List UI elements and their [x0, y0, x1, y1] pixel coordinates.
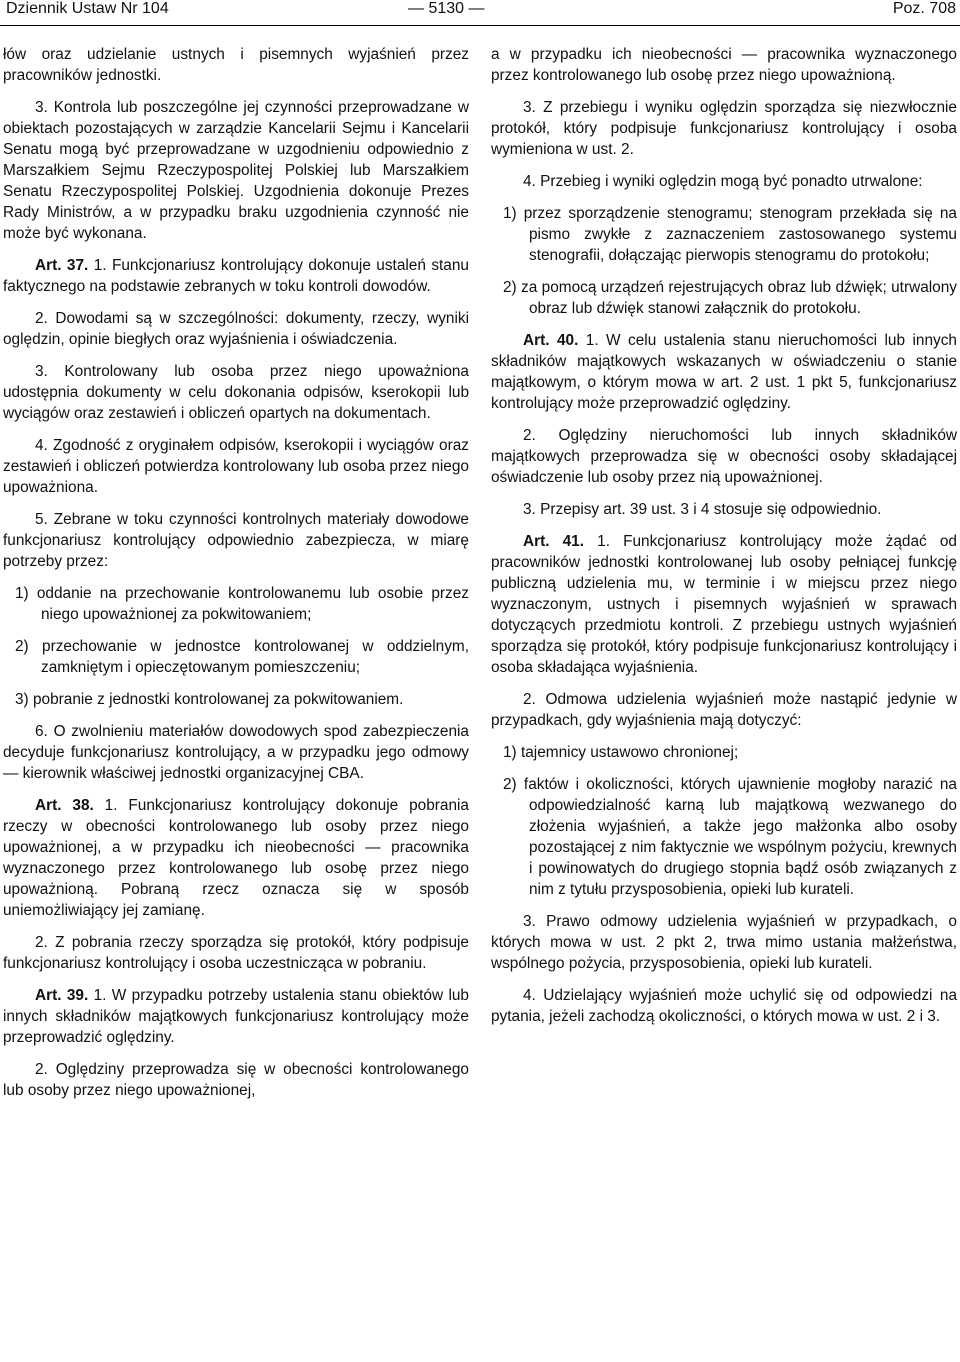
list-item: [15, 689, 469, 710]
paragraph-text: łów oraz udzielanie ustnych i pisemnych wyjaśnień przez pracowników jednostki.: [3, 46, 469, 84]
paragraph: [3, 97, 469, 244]
paragraph-text: 2. Z pobrania rzeczy sporządza się protokół, który podpisuje funkcjonariusz kontrolujący i osoba uczestnicząca w pobraniu.: [3, 934, 469, 972]
paragraph-text: 2) faktów i okoliczności, których ujawnienie mogłoby narazić na odpowiedzialność karną lub majątkową wezwanego do złożenia wyjaśnień, a także jego małżonka albo osoby pozostającej z nim faktycznie we wspólnym pożyciu, krewnych i powinowatych do drugiego stopnia bądź osób związanych z nim z tytułu przysposobienia, opieki lub kurateli.: [503, 776, 957, 898]
paragraph-text: 2. Dowodami są w szczególności: dokumenty, rzeczy, wyniki oględzin, opinie biegłych oraz wyjaśnienia i oświadczenia.: [3, 310, 469, 348]
paragraph-text: 3. Kontrola lub poszczególne jej czynności przeprowadzane w obiektach pozostających w zarządzie Kancelarii Sejmu i Kancelarii Senatu mogą być przeprowadzane w uzgodnieniu odpowiednio z Marszałkiem Sejmu Rzeczypospolitej Polskiej lub Marszałkiem Senatu Rzeczypospolitej Polskiej. Uzgodnienia dokonuje Prezes Rady Ministrów, a w przypadku braku uzgodnienia czynność nie może być wykonana.: [3, 99, 469, 242]
page-header: [0, 0, 960, 34]
paragraph: [491, 425, 957, 488]
paragraph: [3, 308, 469, 350]
paragraph: [491, 171, 957, 192]
article-paragraph: [3, 255, 469, 297]
left-column: [3, 44, 469, 1112]
paragraph-text: 2. Oględziny nieruchomości lub innych składników majątkowych przeprowadza się w obecności osoby składającej oświadczenie lub osoby przez nią upoważnionej.: [491, 427, 957, 486]
paragraph: [491, 911, 957, 974]
paragraph-text: 1) przez sporządzenie stenogramu; stenogram przekłada się na pismo zwykłe z zaznaczeniem zastosowanego systemu stenografii, dołączając pierwopis stenogramu do protokołu;: [503, 205, 957, 264]
page-number: — 5130 —: [408, 0, 485, 17]
paragraph-text: 6. O zwolnieniu materiałów dowodowych spod zabezpieczenia decyduje funkcjonariusz kontrolujący, a w przypadku jego odmowy — kierownik właściwej jednostki organizacyjnej CBA.: [3, 723, 469, 782]
paragraph-text: 1) tajemnicy ustawowo chronionej;: [503, 744, 739, 761]
article-number: Art. 39.: [35, 987, 89, 1004]
right-column: [491, 44, 957, 1038]
paragraph: [3, 509, 469, 572]
paragraph-text: 1. W celu ustalenia stanu nieruchomości lub innych składników majątkowych wskazanych w oświadczeniu o stanie majątkowym, o którym mowa w art. 2 ust. 1 pkt 5, funkcjonariusz kontrolujący może przeprowadzić oględziny.: [491, 332, 957, 412]
list-item: [503, 203, 957, 266]
paragraph-text: 1. W przypadku potrzeby ustalenia stanu obiektów lub innych składników majątkowych funkcjonariusz kontrolujący może przeprowadzić oględziny.: [3, 987, 469, 1046]
paragraph-text: 5. Zebrane w toku czynności kontrolnych materiały dowodowe funkcjonariusz kontrolujący odpowiednio zabezpiecza, w miarę potrzeby przez:: [3, 511, 469, 570]
article-number: Art. 40.: [523, 332, 579, 349]
position-number: Poz. 708: [892, 0, 956, 17]
paragraph: [3, 435, 469, 498]
paragraph-text: 3. Kontrolowany lub osoba przez niego upoważniona udostępnia dokumenty w celu dokonania odpisów, kserokopii lub wyciągów oraz zestawień i obliczeń opartych na dokumentach.: [3, 363, 469, 422]
paragraph: [3, 361, 469, 424]
paragraph: [3, 1059, 469, 1101]
paragraph: [3, 721, 469, 784]
list-item: [15, 583, 469, 625]
paragraph-text: 3. Prawo odmowy udzielenia wyjaśnień w przypadkach, o których mowa w ust. 2 pkt 2, trwa mimo ustania małżeństwa, wspólnego pożycia, przysposobienia, opieki lub kurateli.: [491, 913, 957, 972]
paragraph: [491, 985, 957, 1027]
article-number: Art. 41.: [523, 533, 585, 550]
paragraph: [3, 932, 469, 974]
header-rule: [0, 25, 960, 26]
paragraph-text: 4. Udzielający wyjaśnień może uchylić się od odpowiedzi na pytania, jeżeli zachodzą okoliczności, o których mowa w ust. 2 i 3.: [491, 987, 957, 1025]
paragraph: [3, 44, 469, 86]
paragraph-text: 2) przechowanie w jednostce kontrolowanej w oddzielnym, zamkniętym i opieczętowanym pomieszczeniu;: [15, 638, 469, 676]
article-paragraph: [491, 330, 957, 414]
paragraph: [491, 97, 957, 160]
list-item: [503, 277, 957, 319]
article-paragraph: [491, 531, 957, 678]
list-item: [15, 636, 469, 678]
paragraph: [491, 499, 957, 520]
paragraph-text: 3. Z przebiegu i wyniku oględzin sporządza się niezwłocznie protokół, który podpisuje funkcjonariusz kontrolujący i osoba wymieniona w ust. 2.: [491, 99, 957, 158]
article-number: Art. 37.: [35, 257, 89, 274]
paragraph-text: 1. Funkcjonariusz kontrolujący może żądać od pracowników jednostki kontrolowanej lub osoby pełniącej funkcję publiczną udzielenia mu, w terminie i w miejscu przez niego wyznaczonym, ustnych i pisemnych wyjaśnień w sprawach dotyczących przedmiotu kontroli. Z przebiegu ustnych wyjaśnień sporządza się protokół, który podpisuje funkcjonariusz kontrolujący i osoba składająca wyjaśnienia.: [491, 533, 957, 676]
journal-title: Dziennik Ustaw Nr 104: [6, 0, 169, 17]
paragraph: [491, 689, 957, 731]
paragraph-text: 4. Zgodność z oryginałem odpisów, kserokopii i wyciągów oraz zestawień i obliczeń potwierdza kontrolowany lub osoba przez niego upoważniona.: [3, 437, 469, 496]
article-paragraph: [3, 795, 469, 921]
paragraph: [491, 44, 957, 86]
paragraph-text: 2. Odmowa udzielenia wyjaśnień może nastąpić jedynie w przypadkach, gdy wyjaśnienia mają dotyczyć:: [491, 691, 957, 729]
paragraph-text: 2) za pomocą urządzeń rejestrujących obraz lub dźwięk; utrwalony obraz lub dźwięk stanowi załącznik do protokołu.: [503, 279, 957, 317]
paragraph-text: 1) oddanie na przechowanie kontrolowanemu lub osobie przez niego upoważnionej za pokwitowaniem;: [15, 585, 469, 623]
paragraph-text: a w przypadku ich nieobecności — pracownika wyznaczonego przez kontrolowanego lub osobę przez niego upoważnioną.: [491, 46, 957, 84]
paragraph-text: 3) pobranie z jednostki kontrolowanej za pokwitowaniem.: [15, 691, 404, 708]
paragraph-text: 2. Oględziny przeprowadza się w obecności kontrolowanego lub osoby przez niego upoważnionej,: [3, 1061, 469, 1099]
list-item: [503, 742, 957, 763]
paragraph-text: 3. Przepisy art. 39 ust. 3 i 4 stosuje się odpowiednio.: [523, 501, 882, 518]
article-number: Art. 38.: [35, 797, 94, 814]
article-paragraph: [3, 985, 469, 1048]
paragraph-text: 4. Przebieg i wyniki oględzin mogą być ponadto utrwalone:: [523, 173, 923, 190]
paragraph-text: 1. Funkcjonariusz kontrolujący dokonuje pobrania rzeczy w obecności kontrolowanego lub osoby przez niego upoważnionej, a w przypadku ich nieobecności — pracownika wyznaczonego przez kontrolowanego lub osobę przez niego upoważnioną. Pobraną rzecz oznacza się w sposób uniemożliwiający jej zamianę.: [3, 797, 469, 919]
list-item: [503, 774, 957, 900]
paragraph-text: 1. Funkcjonariusz kontrolujący dokonuje ustaleń stanu faktycznego na podstawie zebranych w toku kontroli dowodów.: [3, 257, 469, 295]
